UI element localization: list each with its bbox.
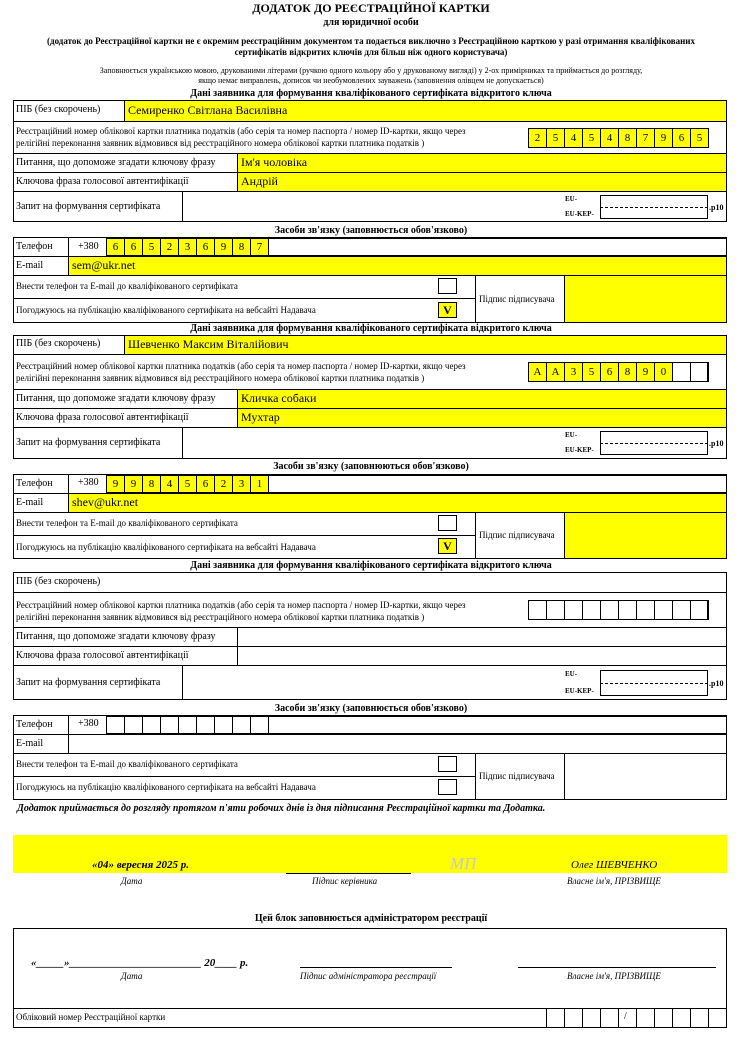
signer-name[interactable]: Олег ШЕВЧЕНКО — [571, 859, 658, 871]
phone-digit-cell — [160, 716, 179, 734]
publish-consent-checkbox[interactable]: V — [438, 302, 457, 318]
admin-date-caption: Дата — [121, 971, 143, 981]
publish-consent-label: Погоджуюсь на публікацію кваліфікованого сертифіката на вебсайті Надавача — [16, 305, 316, 315]
tax-digit-cell: 8 — [618, 128, 637, 148]
email-label: E-mail — [16, 260, 44, 271]
add-contacts-label: Внести телефон та E-mail до кваліфікованого сертифіката — [16, 518, 238, 528]
tax-digit-cell: А — [546, 362, 565, 382]
tax-digit-cell: 8 — [618, 362, 637, 382]
instructions-line1: Заповнюється українською мовою, друкованими літерами (ручкою одного кольору або у друкованому вигляді) у 2-ох примірниках та приймається до розгляду, — [99, 66, 643, 75]
publish-consent-label: Погоджуюсь на публікацію кваліфікованого сертифіката на вебсайті Надавача — [16, 542, 316, 552]
p10-suffix: .p10 — [709, 439, 724, 448]
tax-digit-cell: 5 — [582, 128, 601, 148]
add-contacts-checkbox[interactable] — [438, 278, 457, 294]
card-number-cell[interactable] — [582, 1008, 601, 1028]
card-number-cell[interactable] — [654, 1008, 673, 1028]
stamp-placeholder: МП — [450, 854, 477, 873]
pib-label: ПІБ (без скорочень) — [16, 338, 101, 349]
tax-digit-cell: 2 — [528, 128, 547, 148]
keyphrase-input[interactable] — [238, 647, 726, 665]
instructions-line2: якщо немає виправлень, дописок чи необумовлених зауважень (заповнення олівцем не допускається) — [198, 76, 544, 85]
admin-signature-caption: Підпис адміністратора реєстрації — [300, 971, 437, 981]
pib-input[interactable] — [125, 573, 726, 591]
phone-digit-cell: 6 — [196, 238, 215, 256]
question-input[interactable]: Ім'я чоловіка — [238, 154, 726, 172]
email-input[interactable] — [69, 735, 726, 753]
document-note-line1: (додаток до Реєстраційної картки не є окремим реєстраційним документом та подається виключно з Реєстраційною карткою у разі отримання кваліфікованих — [47, 36, 695, 46]
phone-digit-cell: 3 — [178, 238, 197, 256]
phone-digit-cell — [232, 716, 251, 734]
tax-digit-cell — [582, 600, 601, 620]
tax-digit-cell: 0 — [654, 362, 673, 382]
tax-digit-cell — [546, 600, 565, 620]
add-contacts-label: Внести телефон та E-mail до кваліфікованого сертифіката — [16, 759, 238, 769]
pib-label: ПІБ (без скорочень) — [16, 104, 101, 115]
question-input[interactable] — [238, 628, 726, 646]
phone-digit-cell — [250, 716, 269, 734]
phone-label: Телефон — [16, 719, 53, 730]
tax-digit-cell — [672, 600, 691, 620]
tax-label-line2: релігійні переконання заявник відмовився від реєстраційного номера облікової картки платника податків ) — [16, 138, 425, 148]
signing-date[interactable]: «04» вересня 2025 р. — [92, 859, 190, 871]
phone-digit-cell: 1 — [250, 475, 269, 493]
card-number-label: Обліковий номер Реєстраційної картки — [16, 1012, 166, 1022]
phone-digit-cell — [106, 716, 125, 734]
email-label: E-mail — [16, 497, 44, 508]
phone-digit-cell: 4 — [160, 475, 179, 493]
admin-date-field[interactable]: «_____»________________________ 20____ р. — [31, 957, 249, 969]
keyphrase-input[interactable]: Мухтар — [238, 409, 726, 427]
tax-label-line2: релігійні переконання заявник відмовився від реєстраційного номера облікової картки платника податків ) — [16, 612, 425, 622]
phone-digit-cell — [124, 716, 143, 734]
phone-digit-cell: 2 — [160, 238, 179, 256]
admin-name-caption: Власне ім'я, ПРІЗВИЩЕ — [567, 971, 661, 981]
publish-consent-checkbox[interactable]: V — [438, 538, 457, 554]
head-signature-caption: Підпис керівника — [312, 876, 378, 886]
tax-digit-cell — [618, 600, 637, 620]
eu-prefix: EU- — [565, 195, 578, 203]
card-number-cell[interactable] — [690, 1008, 709, 1028]
admin-block-title: Цей блок заповнюється адміністратором реєстрації — [254, 913, 488, 924]
date-caption: Дата — [121, 876, 143, 886]
signature-field[interactable] — [565, 754, 726, 799]
tax-digit-cell: 4 — [564, 128, 583, 148]
applicant-section-title: Дані заявника для формування кваліфікованого сертифіката відкритого ключа — [190, 323, 552, 334]
question-label: Питання, що допоможе згадати ключову фразу — [16, 393, 216, 404]
pib-input[interactable]: Семиренко Світлана Василівна — [125, 101, 726, 121]
phone-digit-cell: 8 — [142, 475, 161, 493]
card-number-cell[interactable] — [636, 1008, 655, 1028]
card-number-slash: / — [624, 1011, 627, 1022]
question-input[interactable]: Кличка собаки — [238, 390, 726, 408]
card-number-cell[interactable] — [564, 1008, 583, 1028]
phone-label: Телефон — [16, 241, 53, 252]
contacts-section-title: Засоби зв'язку (заповнюється обов'язково) — [274, 703, 468, 714]
add-contacts-checkbox[interactable] — [438, 515, 457, 531]
tax-digit-cell — [528, 600, 547, 620]
tax-digit-cell: 7 — [636, 128, 655, 148]
tax-label-line1: Реєстраційний номер облікової картки платника податків (або серія та номер паспорта / номер ID-картки, якщо через — [16, 126, 466, 136]
cert-request-label: Запит на формування сертифіката — [16, 201, 161, 212]
name-caption: Власне ім'я, ПРІЗВИЩЕ — [567, 876, 661, 886]
tax-label-line1: Реєстраційний номер облікової картки платника податків (або серія та номер паспорта / номер ID-картки, якщо через — [16, 600, 466, 610]
email-label: E-mail — [16, 738, 44, 749]
tax-digit-cell — [690, 600, 709, 620]
cert-request-label: Запит на формування сертифіката — [16, 437, 161, 448]
signature-label: Підпис підписувача — [479, 530, 555, 540]
add-contacts-label: Внести телефон та E-mail до кваліфікованого сертифіката — [16, 281, 238, 291]
tax-digit-cell — [636, 600, 655, 620]
eu-prefix: EU- — [565, 670, 578, 678]
pib-label: ПІБ (без скорочень) — [16, 576, 101, 587]
tax-label-line1: Реєстраційний номер облікової картки платника податків (або серія та номер паспорта / номер ID-картки, якщо через — [16, 361, 466, 371]
tax-digit-cell: 9 — [654, 128, 673, 148]
email-input[interactable]: shev@ukr.net — [69, 494, 726, 512]
tax-digit-cell — [690, 362, 709, 382]
tax-label-line2: релігійні переконання заявник відмовився від реєстраційного номера облікової картки платника податків ) — [16, 373, 425, 383]
tax-digit-cell: 6 — [672, 128, 691, 148]
phone-digit-cell — [178, 716, 197, 734]
phone-prefix: +380 — [78, 718, 99, 729]
tax-digit-cell — [600, 600, 619, 620]
phone-digit-cell: 5 — [142, 238, 161, 256]
eukep-prefix: EU-KEP- — [565, 687, 594, 695]
document-note-line2: сертифікатів відкритих ключів для більш ніж одного користувача) — [234, 47, 508, 57]
eukep-prefix: EU-KEP- — [565, 210, 594, 218]
keyphrase-label: Ключова фраза голосової автентифікації — [16, 650, 189, 661]
p10-suffix: .p10 — [709, 203, 724, 212]
tax-digit-cell: 6 — [600, 362, 619, 382]
cert-request-label: Запит на формування сертифіката — [16, 677, 161, 688]
tax-digit-cell: 5 — [546, 128, 565, 148]
phone-prefix: +380 — [78, 477, 99, 488]
phone-digit-cell: 7 — [250, 238, 269, 256]
question-label: Питання, що допоможе згадати ключову фразу — [16, 631, 216, 642]
add-contacts-checkbox[interactable] — [438, 756, 457, 772]
phone-digit-cell: 6 — [196, 475, 215, 493]
card-number-cell[interactable] — [546, 1008, 565, 1028]
phone-digit-cell — [196, 716, 215, 734]
phone-digit-cell: 2 — [214, 475, 233, 493]
phone-digit-cell: 8 — [232, 238, 251, 256]
phone-digit-cell: 9 — [124, 475, 143, 493]
p10-suffix: .p10 — [709, 679, 724, 688]
tax-digit-cell: 9 — [636, 362, 655, 382]
phone-digit-cell — [142, 716, 161, 734]
keyphrase-label: Ключова фраза голосової автентифікації — [16, 176, 189, 187]
card-number-cell[interactable] — [618, 1008, 637, 1028]
tax-digit-cell — [654, 600, 673, 620]
card-number-cell[interactable] — [672, 1008, 691, 1028]
phone-digit-cell: 3 — [232, 475, 251, 493]
eukep-prefix: EU-KEP- — [565, 446, 594, 454]
phone-label: Телефон — [16, 478, 53, 489]
contacts-section-title: Засоби зв'язку (заповнюються обов'язково) — [273, 461, 469, 472]
phone-digit-cell: 9 — [214, 238, 233, 256]
tax-digit-cell — [672, 362, 691, 382]
card-number-cell[interactable] — [708, 1008, 727, 1028]
applicant-section-title: Дані заявника для формування кваліфікованого сертифіката відкритого ключа — [190, 560, 552, 571]
phone-digit-cell: 9 — [106, 475, 125, 493]
keyphrase-input[interactable]: Андрій — [238, 173, 726, 191]
keyphrase-label: Ключова фраза голосової автентифікації — [16, 412, 189, 423]
signature-label: Підпис підписувача — [479, 294, 555, 304]
publish-consent-checkbox[interactable] — [438, 779, 457, 795]
phone-digit-cell — [214, 716, 233, 734]
applicant-section-title: Дані заявника для формування кваліфікованого сертифіката відкритого ключа — [190, 88, 552, 99]
tax-digit-cell: А — [528, 362, 547, 382]
tax-digit-cell: 5 — [582, 362, 601, 382]
tax-digit-cell — [564, 600, 583, 620]
question-label: Питання, що допоможе згадати ключову фразу — [16, 157, 216, 168]
phone-digit-cell: 5 — [178, 475, 197, 493]
email-input[interactable]: sem@ukr.net — [69, 257, 726, 275]
document-subtitle: для юридичної особи — [323, 17, 419, 28]
eu-prefix: EU- — [565, 431, 578, 439]
contacts-section-title: Засоби зв'язку (заповнюється обов'язково) — [274, 225, 468, 236]
signature-field[interactable] — [565, 513, 726, 558]
publish-consent-label: Погоджуюсь на публікацію кваліфікованого сертифіката на вебсайті Надавача — [16, 782, 316, 792]
phone-digit-cell: 6 — [106, 238, 125, 256]
document-title: ДОДАТОК ДО РЕЄСТРАЦІЙНОЇ КАРТКИ — [252, 1, 490, 15]
phone-digit-cell: 6 — [124, 238, 143, 256]
phone-prefix: +380 — [78, 241, 99, 252]
acceptance-note: Додаток приймається до розгляду протягом п'яти робочих днів із дня підписання Реєстраційної картки та Додатка. — [17, 803, 546, 814]
signature-label: Підпис підписувача — [479, 771, 555, 781]
card-number-cell[interactable] — [600, 1008, 619, 1028]
pib-input[interactable]: Шевченко Максим Віталійович — [125, 336, 726, 354]
tax-digit-cell: 3 — [564, 362, 583, 382]
signature-field[interactable] — [565, 276, 726, 322]
tax-digit-cell: 4 — [600, 128, 619, 148]
tax-digit-cell: 5 — [690, 128, 709, 148]
